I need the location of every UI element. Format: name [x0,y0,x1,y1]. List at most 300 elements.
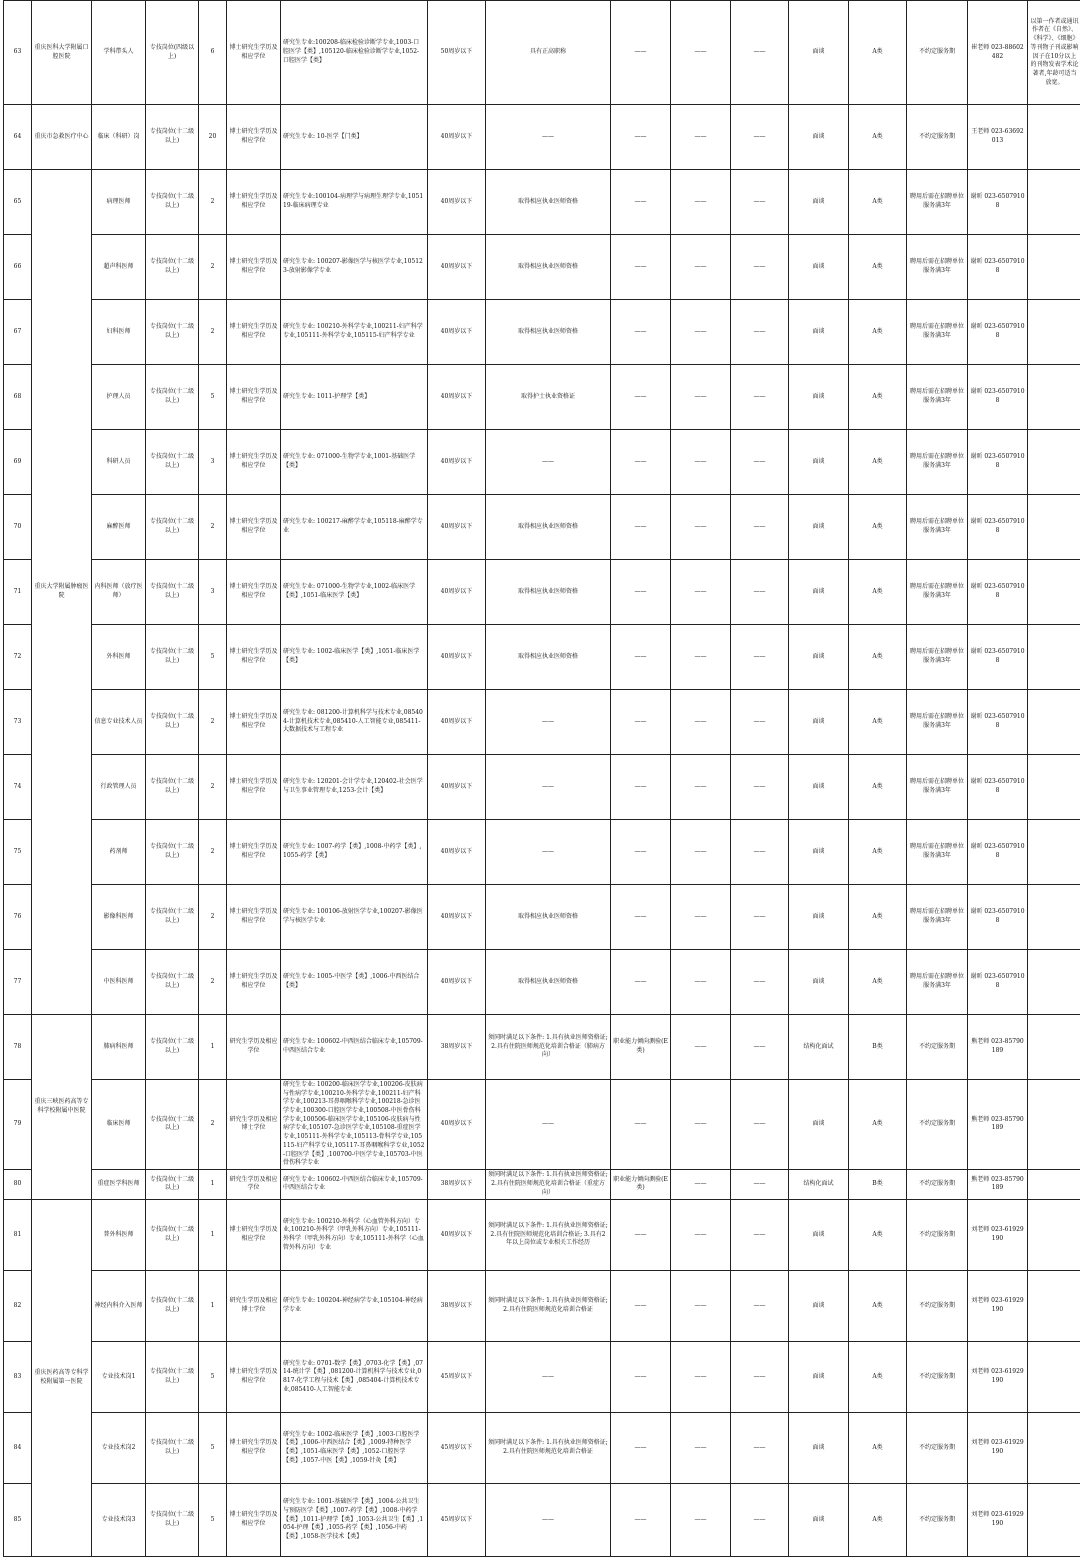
contact-cell: 熊老师 023-85790189 [968,1169,1028,1199]
interview-method-cell: 面谈 [789,755,849,820]
post-name-cell: 行政管理人员 [92,755,146,820]
hiring-count-cell: 5 [199,365,227,430]
education-requirement-cell: 博士研究生学历及相应学位 [227,1,281,105]
major-requirement-cell: 研究生专业: 1002-临床医学【类】,1003-口腔医学【类】,1006-中西医结合【类】,1009-特种医学【类】,1051-临床医学【类】,1052-口腔医学【类】,1057-中医【类】,1059-针灸【类】 [281,1412,428,1483]
hiring-count-cell: 3 [199,560,227,625]
education-requirement-cell: 博士研究生学历及相应学位 [227,820,281,885]
service-period-cell: 不约定服务期 [907,1270,968,1341]
service-period-cell: 聘用后需在招聘单位服务满3年 [907,170,968,235]
written-exam-cell: —— [611,1341,671,1412]
other-requirement-cell: —— [486,820,611,885]
exam-col-2-cell: —— [671,1169,731,1199]
row-number-cell: 79 [4,1080,32,1170]
category-cell: A类 [849,625,907,690]
exam-col-2-cell: —— [671,560,731,625]
service-period-cell: 不约定服务期 [907,1199,968,1270]
post-type-cell: 专技岗位(十二级以上) [146,430,199,495]
age-requirement-cell: 40周岁以下 [428,885,486,950]
category-cell: A类 [849,235,907,300]
other-requirement-cell: 取得相应执业医师资格 [486,495,611,560]
interview-method-cell: 面谈 [789,560,849,625]
service-period-cell: 不约定服务期 [907,1015,968,1080]
exam-col-2-cell: —— [671,1,731,105]
table-row [4,1341,1080,1412]
interview-method-cell: 面谈 [789,105,849,170]
education-requirement-cell: 博士研究生学历及相应学位 [227,625,281,690]
exam-col-2-cell: —— [671,495,731,560]
interview-method-cell: 面谈 [789,300,849,365]
written-exam-cell: —— [611,1483,671,1556]
contact-cell: 刘老师 023-61929190 [968,1483,1028,1556]
written-exam-cell: —— [611,1412,671,1483]
post-type-cell: 专技岗位(十二级以上) [146,1199,199,1270]
other-requirement-cell: 须同时满足以下条件: 1.具有执业医师资格证; 2.具有住院医师规范化培训合格证 [486,1412,611,1483]
table-row [4,170,1080,235]
interview-method-cell: 面谈 [789,235,849,300]
post-type-cell: 专技岗位(十二级以上) [146,105,199,170]
hiring-count-cell: 2 [199,950,227,1015]
exam-col-3-cell: —— [731,430,789,495]
other-requirement-cell: 取得护士执业资格证 [486,365,611,430]
service-period-cell: 聘用后需在招聘单位服务满3年 [907,430,968,495]
post-type-cell: 专技岗位(十二级以上) [146,820,199,885]
written-exam-cell: —— [611,170,671,235]
row-number-cell: 63 [4,1,32,105]
exam-col-2-cell: —— [671,885,731,950]
other-requirement-cell: —— [486,430,611,495]
post-type-cell: 专技岗位(十二级以上) [146,1483,199,1556]
age-requirement-cell: 40周岁以下 [428,300,486,365]
contact-cell: 谢昕 023-65079108 [968,300,1028,365]
education-requirement-cell: 研究生学历及相应学位 [227,1169,281,1199]
row-number-cell: 76 [4,885,32,950]
service-period-cell: 不约定服务期 [907,1412,968,1483]
written-exam-cell: —— [611,885,671,950]
hiring-count-cell: 20 [199,105,227,170]
hiring-count-cell: 1 [199,1169,227,1199]
exam-col-3-cell: —— [731,105,789,170]
interview-method-cell: 面谈 [789,625,849,690]
interview-method-cell: 面谈 [789,820,849,885]
row-number-cell: 85 [4,1483,32,1556]
remark-cell [1028,755,1080,820]
post-name-cell: 专业技术岗3 [92,1483,146,1556]
remark-cell [1028,885,1080,950]
written-exam-cell: —— [611,300,671,365]
age-requirement-cell: 40周岁以下 [428,820,486,885]
exam-col-3-cell: —— [731,560,789,625]
hiring-count-cell: 5 [199,1341,227,1412]
education-requirement-cell: 博士研究生学历及相应学位 [227,560,281,625]
remark-cell [1028,235,1080,300]
table-row [4,1412,1080,1483]
education-requirement-cell: 博士研究生学历及相应学位 [227,755,281,820]
post-type-cell: 专技岗位(十二级以上) [146,1270,199,1341]
employer-unit-cell: 重庆三峡医药高等专科学校附属中医院 [32,1015,92,1200]
post-type-cell: 专技岗位(十二级以上) [146,885,199,950]
row-number-cell: 84 [4,1412,32,1483]
contact-cell: 刘老师 023-61929190 [968,1199,1028,1270]
hiring-count-cell: 5 [199,625,227,690]
post-name-cell: 学科带头人 [92,1,146,105]
exam-col-3-cell: —— [731,495,789,560]
other-requirement-cell: —— [486,1080,611,1170]
remark-cell [1028,105,1080,170]
major-requirement-cell: 研究生专业: 10-医学【门类】 [281,105,428,170]
exam-col-3-cell: —— [731,1169,789,1199]
age-requirement-cell: 40周岁以下 [428,950,486,1015]
education-requirement-cell: 博士研究生学历及相应学位 [227,495,281,560]
other-requirement-cell: 取得相应执业医师资格 [486,950,611,1015]
exam-col-3-cell: —— [731,820,789,885]
exam-col-2-cell: —— [671,820,731,885]
contact-cell: 谢昕 023-65079108 [968,885,1028,950]
post-name-cell: 神经内科介入医师 [92,1270,146,1341]
exam-col-2-cell: —— [671,105,731,170]
contact-cell: 谢昕 023-65079108 [968,950,1028,1015]
hiring-count-cell: 2 [199,235,227,300]
table-row [4,235,1080,300]
post-type-cell: 专技岗位(十二级以上) [146,495,199,560]
major-requirement-cell: 研究生专业: 071000-生物学专业,1002-临床医学【类】,1051-临床医学【类】 [281,560,428,625]
service-period-cell: 聘用后需在招聘单位服务满3年 [907,820,968,885]
written-exam-cell: —— [611,365,671,430]
table-row [4,625,1080,690]
remark-cell [1028,950,1080,1015]
age-requirement-cell: 38周岁以下 [428,1015,486,1080]
written-exam-cell: —— [611,820,671,885]
major-requirement-cell: 研究生专业: 1011-护理学【类】 [281,365,428,430]
category-cell: A类 [849,755,907,820]
interview-method-cell: 面谈 [789,690,849,755]
written-exam-cell: —— [611,625,671,690]
post-name-cell: 护理人员 [92,365,146,430]
age-requirement-cell: 40周岁以下 [428,430,486,495]
age-requirement-cell: 40周岁以下 [428,560,486,625]
hiring-count-cell: 2 [199,885,227,950]
row-number-cell: 67 [4,300,32,365]
row-number-cell: 80 [4,1169,32,1199]
remark-cell [1028,820,1080,885]
education-requirement-cell: 博士研究生学历及相应学位 [227,885,281,950]
exam-col-3-cell: —— [731,625,789,690]
remark-cell: 以第一作者或通讯作者在《自然》、《科学》、《细胞》等刊物子刊或影响因子在10分以上的刊物发表学术论著者,年龄可适当放宽。 [1028,1,1080,105]
major-requirement-cell: 研究生专业:100208-临床检验诊断学专业,1003-口腔医学【类】,105120-临床检验诊断学专业,1052-口腔医学【类】 [281,1,428,105]
hiring-count-cell: 1 [199,1015,227,1080]
major-requirement-cell: 研究生专业: 100106-放射医学专业,100207-影像医学与核医学专业 [281,885,428,950]
interview-method-cell: 面谈 [789,1080,849,1170]
exam-col-2-cell: —— [671,950,731,1015]
hiring-count-cell: 2 [199,300,227,365]
contact-cell: 谢昕 023-65079108 [968,495,1028,560]
post-type-cell: 专技岗位(十二级以上) [146,1412,199,1483]
hiring-count-cell: 3 [199,430,227,495]
hiring-count-cell: 2 [199,820,227,885]
remark-cell [1028,300,1080,365]
exam-col-2-cell: —— [671,1015,731,1080]
contact-cell: 王老师 023-63692013 [968,105,1028,170]
category-cell: A类 [849,690,907,755]
contact-cell: 熊老师 023-85790189 [968,1015,1028,1080]
written-exam-cell: 职业能力倾向测验(E类) [611,1169,671,1199]
service-period-cell: 不约定服务期 [907,1483,968,1556]
exam-col-3-cell: —— [731,300,789,365]
employer-unit-cell: 重庆市急救医疗中心 [32,105,92,170]
table-row [4,1080,1080,1170]
other-requirement-cell: 取得相应执业医师资格 [486,235,611,300]
post-type-cell: 专技岗位(十二级以上) [146,300,199,365]
age-requirement-cell: 40周岁以下 [428,495,486,560]
post-name-cell: 专业技术岗2 [92,1412,146,1483]
exam-col-2-cell: —— [671,1080,731,1170]
age-requirement-cell: 40周岁以下 [428,1199,486,1270]
table-row [4,950,1080,1015]
education-requirement-cell: 博士研究生学历及相应学位 [227,430,281,495]
post-type-cell: 专技岗位(十二级以上) [146,1015,199,1080]
major-requirement-cell: 研究生专业: 1007-药学【类】,1008-中药学【类】,1055-药学【类】 [281,820,428,885]
post-name-cell: 中医科医师 [92,950,146,1015]
service-period-cell: 聘用后需在招聘单位服务满3年 [907,950,968,1015]
remark-cell [1028,625,1080,690]
post-name-cell: 药剂师 [92,820,146,885]
contact-cell: 谢昕 023-65079108 [968,820,1028,885]
age-requirement-cell: 40周岁以下 [428,625,486,690]
remark-cell [1028,1412,1080,1483]
row-number-cell: 73 [4,690,32,755]
major-requirement-cell: 研究生专业: 1005-中医学【类】,1006-中西医结合【类】 [281,950,428,1015]
table-row [4,1015,1080,1080]
hiring-count-cell: 1 [199,1199,227,1270]
employer-unit-cell: 重庆医药高等专科学校附属第一医院 [32,1199,92,1556]
education-requirement-cell: 研究生学历及相应博士学位 [227,1080,281,1170]
category-cell: A类 [849,1,907,105]
row-number-cell: 71 [4,560,32,625]
other-requirement-cell: 具有正高职称 [486,1,611,105]
education-requirement-cell: 博士研究生学历及相应学位 [227,1199,281,1270]
table-row [4,365,1080,430]
row-number-cell: 81 [4,1199,32,1270]
table-row [4,1483,1080,1556]
exam-col-2-cell: —— [671,365,731,430]
interview-method-cell: 结构化面试 [789,1015,849,1080]
exam-col-3-cell: —— [731,1080,789,1170]
education-requirement-cell: 博士研究生学历及相应学位 [227,1412,281,1483]
exam-col-2-cell: —— [671,625,731,690]
row-number-cell: 69 [4,430,32,495]
interview-method-cell: 面谈 [789,885,849,950]
written-exam-cell: —— [611,1,671,105]
hiring-count-cell: 1 [199,1270,227,1341]
hiring-count-cell: 5 [199,1412,227,1483]
hiring-count-cell: 2 [199,1080,227,1170]
post-type-cell: 专技岗位(十二级以上) [146,690,199,755]
row-number-cell: 68 [4,365,32,430]
category-cell: A类 [849,885,907,950]
table-row [4,690,1080,755]
major-requirement-cell: 研究生专业: 100210-外科学专业,100211-妇产科学专业,105111-外科学专业,105115-妇产科学专业 [281,300,428,365]
row-number-cell: 77 [4,950,32,1015]
major-requirement-cell: 研究生专业: 071000-生物学专业,1001-基础医学【类】 [281,430,428,495]
major-requirement-cell: 研究生专业: 100207-影像医学与核医学专业,105123-放射影像学专业 [281,235,428,300]
service-period-cell: 聘用后需在招聘单位服务满3年 [907,625,968,690]
service-period-cell: 不约定服务期 [907,1080,968,1170]
written-exam-cell: —— [611,1199,671,1270]
hiring-count-cell: 5 [199,1483,227,1556]
category-cell: A类 [849,365,907,430]
service-period-cell: 聘用后需在招聘单位服务满3年 [907,495,968,560]
service-period-cell: 不约定服务期 [907,1,968,105]
contact-cell: 熊老师 023-85790189 [968,1080,1028,1170]
post-type-cell: 专技岗位(十二级以上) [146,755,199,820]
age-requirement-cell: 40周岁以下 [428,170,486,235]
other-requirement-cell: 须同时满足以下条件: 1.具有执业医师资格证; 2.具有住院医师规范化培训合格证（重症方向） [486,1169,611,1199]
post-name-cell: 妇科医师 [92,300,146,365]
exam-col-3-cell: —— [731,1341,789,1412]
major-requirement-cell: 研究生专业: 100210-外科学（心血管外科方向）专业,100210-外科学（甲乳外科方向）专业,105111-外科学（甲乳外科方向）专业,105111-外科学（心血管外科方向）专业 [281,1199,428,1270]
service-period-cell: 聘用后需在招聘单位服务满3年 [907,560,968,625]
exam-col-3-cell: —— [731,755,789,820]
post-name-cell: 专业技术岗1 [92,1341,146,1412]
interview-method-cell: 面谈 [789,170,849,235]
post-type-cell: 专技岗位(十二级以上) [146,365,199,430]
contact-cell: 谢昕 023-65079108 [968,625,1028,690]
exam-col-3-cell: —— [731,365,789,430]
age-requirement-cell: 45周岁以下 [428,1412,486,1483]
other-requirement-cell: 取得相应执业医师资格 [486,560,611,625]
remark-cell [1028,1270,1080,1341]
interview-method-cell: 面谈 [789,950,849,1015]
exam-col-2-cell: —— [671,1341,731,1412]
post-type-cell: 专技岗位(十二级以上) [146,1080,199,1170]
post-name-cell: 临床（科研）岗 [92,105,146,170]
row-number-cell: 74 [4,755,32,820]
written-exam-cell: —— [611,690,671,755]
service-period-cell: 聘用后需在招聘单位服务满3年 [907,755,968,820]
age-requirement-cell: 45周岁以下 [428,1341,486,1412]
contact-cell: 谢昕 023-65079108 [968,365,1028,430]
exam-col-3-cell: —— [731,170,789,235]
education-requirement-cell: 研究生学历及相应学位 [227,1015,281,1080]
post-type-cell: 专技岗位(十二级以上) [146,950,199,1015]
table-row [4,105,1080,170]
category-cell: A类 [849,1341,907,1412]
remark-cell [1028,1483,1080,1556]
age-requirement-cell: 40周岁以下 [428,1080,486,1170]
exam-col-2-cell: —— [671,430,731,495]
education-requirement-cell: 研究生学历及相应博士学位 [227,1270,281,1341]
other-requirement-cell: 取得相应执业医师资格 [486,885,611,950]
post-type-cell: 专技岗位(十二级以上) [146,1341,199,1412]
contact-cell: 谢昕 023-65079108 [968,560,1028,625]
post-name-cell: 肺病科医师 [92,1015,146,1080]
exam-col-3-cell: —— [731,1,789,105]
category-cell: A类 [849,170,907,235]
service-period-cell: 不约定服务期 [907,1169,968,1199]
exam-col-2-cell: —— [671,1483,731,1556]
table-row [4,820,1080,885]
row-number-cell: 78 [4,1015,32,1080]
service-period-cell: 聘用后需在招聘单位服务满3年 [907,235,968,300]
other-requirement-cell: 须同时满足以下条件: 1.具有执业医师资格证; 2.具有住院医师规范化培训合格证（肺病方向） [486,1015,611,1080]
service-period-cell: 聘用后需在招聘单位服务满3年 [907,365,968,430]
other-requirement-cell: —— [486,1341,611,1412]
post-type-cell: 专技岗位(十二级以上) [146,1169,199,1199]
post-name-cell: 临床医师 [92,1080,146,1170]
age-requirement-cell: 40周岁以下 [428,365,486,430]
interview-method-cell: 面谈 [789,1270,849,1341]
age-requirement-cell: 40周岁以下 [428,755,486,820]
age-requirement-cell: 40周岁以下 [428,235,486,300]
contact-cell: 崔老师 023-88602482 [968,1,1028,105]
row-number-cell: 72 [4,625,32,690]
written-exam-cell: —— [611,1270,671,1341]
major-requirement-cell: 研究生专业: 081200-计算机科学与技术专业,085404-计算机技术专业,085410-人工智能专业,085411-大数据技术与工程专业 [281,690,428,755]
exam-col-3-cell: —— [731,690,789,755]
post-type-cell: 专技岗位(四级以上) [146,1,199,105]
written-exam-cell: —— [611,755,671,820]
education-requirement-cell: 博士研究生学历及相应学位 [227,1341,281,1412]
exam-col-3-cell: —— [731,950,789,1015]
category-cell: A类 [849,300,907,365]
written-exam-cell: —— [611,495,671,560]
major-requirement-cell: 研究生专业: 100217-麻醉学专业,105118-麻醉学专业 [281,495,428,560]
remark-cell [1028,495,1080,560]
hiring-count-cell: 2 [199,690,227,755]
major-requirement-cell: 研究生专业: 100200-临床医学专业,100206-皮肤病与性病学专业,100210-外科学专业,100211-妇产科学专业,100213-耳鼻咽喉科学专业,100218-急诊医学专业,100300-口腔医学专业,100508-中医骨伤科学专业,100506-临床医学专业,105106-皮肤病与性病学专业,105107-急诊医学专业,105108-重症医学专业,105111-外科学专业,105113-骨科学专业,105115-妇产科学专业,105117-耳鼻咽喉科学专业,1052-口腔医学【类】,100700-中医学专业,105703-中医骨伤科学专业 [281,1080,428,1170]
written-exam-cell: 职业能力倾向测验(E类) [611,1015,671,1080]
table-row [4,560,1080,625]
exam-col-2-cell: —— [671,755,731,820]
exam-col-3-cell: —— [731,1270,789,1341]
other-requirement-cell: —— [486,1483,611,1556]
category-cell: B类 [849,1169,907,1199]
major-requirement-cell: 研究生专业: 100602-中西医结合临床专业,105709-中西医结合专业 [281,1015,428,1080]
written-exam-cell: —— [611,105,671,170]
remark-cell [1028,690,1080,755]
education-requirement-cell: 博士研究生学历及相应学位 [227,300,281,365]
remark-cell [1028,560,1080,625]
remark-cell [1028,430,1080,495]
table-row [4,755,1080,820]
contact-cell: 谢昕 023-65079108 [968,430,1028,495]
education-requirement-cell: 博士研究生学历及相应学位 [227,690,281,755]
remark-cell [1028,170,1080,235]
remark-cell [1028,365,1080,430]
recruitment-table [3,0,1080,1557]
service-period-cell: 不约定服务期 [907,1341,968,1412]
contact-cell: 刘老师 023-61929190 [968,1341,1028,1412]
other-requirement-cell: —— [486,105,611,170]
contact-cell: 谢昕 023-65079108 [968,235,1028,300]
education-requirement-cell: 博士研究生学历及相应学位 [227,1483,281,1556]
exam-col-2-cell: —— [671,300,731,365]
exam-col-2-cell: —— [671,170,731,235]
interview-method-cell: 结构化面试 [789,1169,849,1199]
category-cell: A类 [849,560,907,625]
post-name-cell: 麻醉医师 [92,495,146,560]
service-period-cell: 聘用后需在招聘单位服务满3年 [907,690,968,755]
table-row [4,1270,1080,1341]
interview-method-cell: 面谈 [789,1199,849,1270]
other-requirement-cell: 须同时满足以下条件: 1.具有执业医师资格证; 2.具有住院医师规范化培训合格证; 3.具有2年以上岗位或专业相关工作经历 [486,1199,611,1270]
row-number-cell: 66 [4,235,32,300]
major-requirement-cell: 研究生专业: 100602-中西医结合临床专业,105709-中西医结合专业 [281,1169,428,1199]
row-number-cell: 65 [4,170,32,235]
hiring-count-cell: 6 [199,1,227,105]
employer-unit-cell: 重庆医科大学附属口腔医院 [32,1,92,105]
exam-col-3-cell: —— [731,1015,789,1080]
contact-cell: 刘老师 023-61929190 [968,1270,1028,1341]
